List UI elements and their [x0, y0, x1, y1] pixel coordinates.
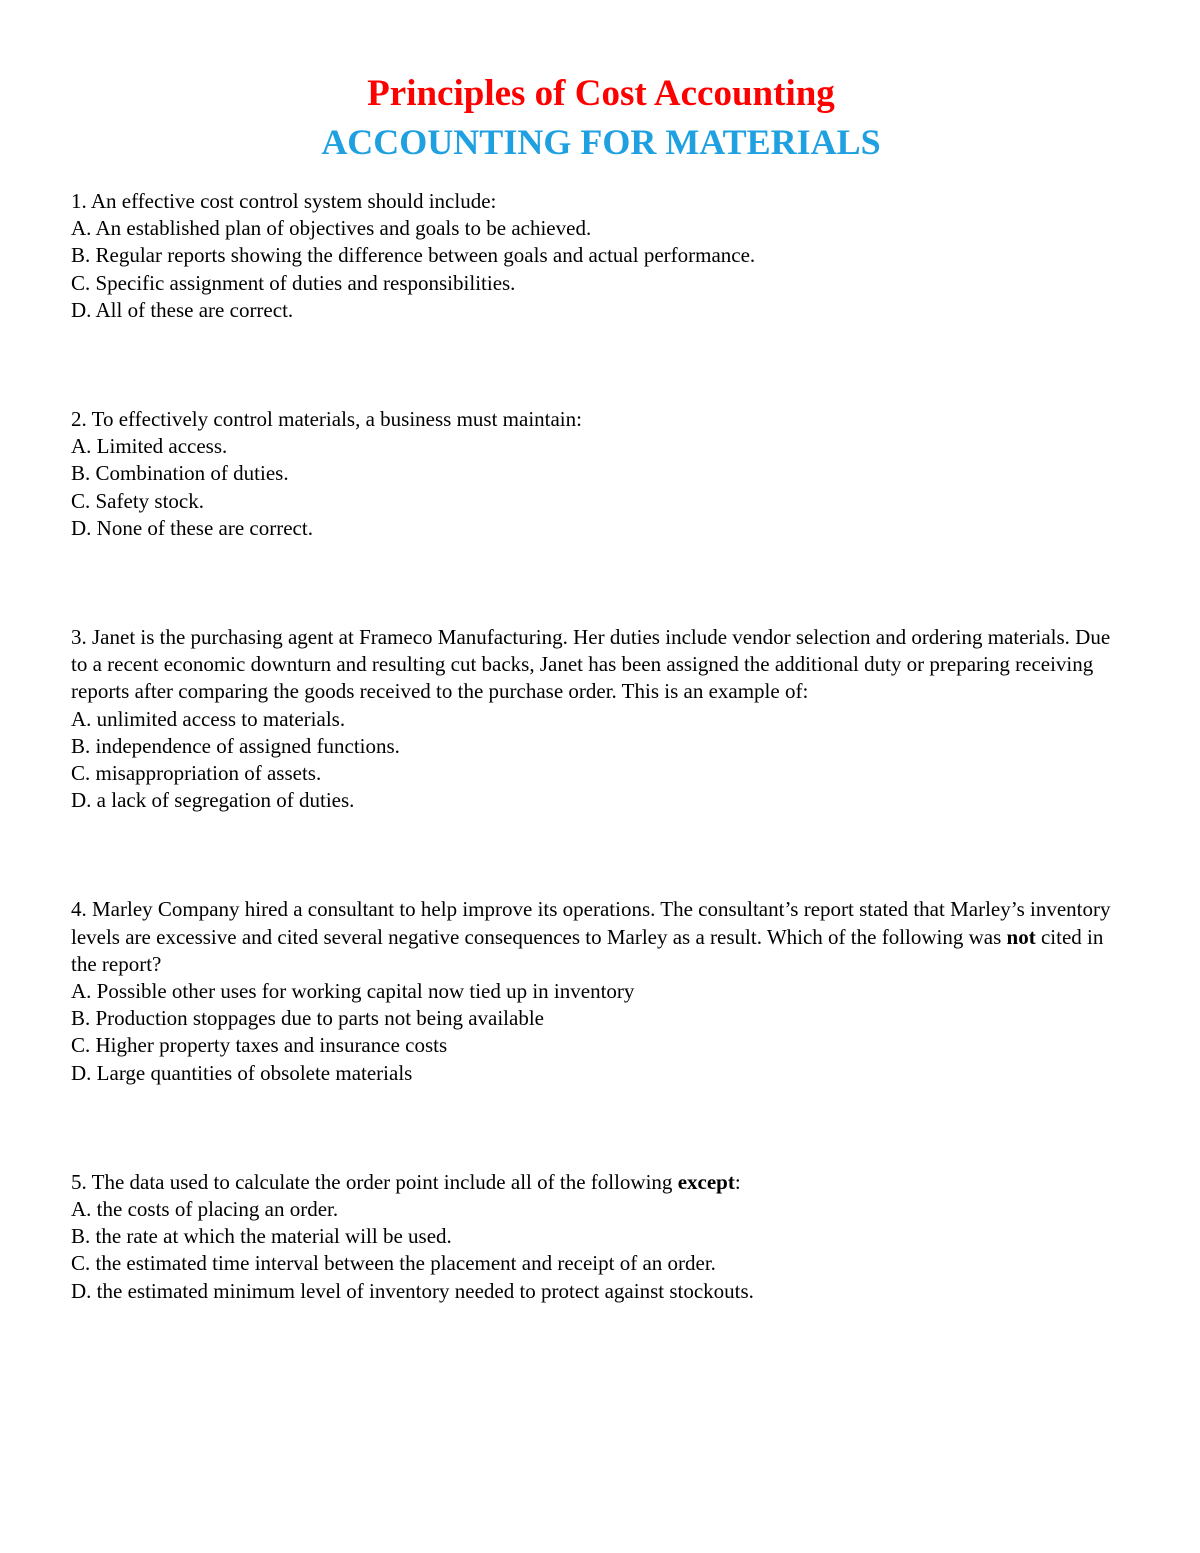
question-stem — [71, 1169, 1131, 1196]
question-stem: 2. To effectively control materials, a business must maintain: — [71, 407, 582, 432]
answer-option-a: A. the costs of placing an order. — [71, 1197, 339, 1222]
question-4 — [71, 896, 1131, 1086]
question-stem: 3. Janet is the purchasing agent at Frameco Manufacturing. Her duties include vendor selection and ordering materials. Due to a recent economic downturn and resulting cut backs, Janet has been assigned the additional duty or preparing receiving reports after comparing the goods received to the purchase order. This is an example of: — [71, 625, 1111, 704]
answer-option-d: D. a lack of segregation of duties. — [71, 788, 355, 813]
stem-text-end: : — [734, 1169, 741, 1194]
stem-emphasis: except — [677, 1169, 735, 1194]
stem-text-end: cited in the report? — [71, 924, 1104, 976]
answer-option-d: D. the estimated minimum level of inventory needed to protect against stockouts. — [71, 1278, 754, 1303]
answer-option-b: B. Combination of duties. — [71, 461, 289, 486]
answer-option-b: B. independence of assigned functions. — [71, 733, 400, 758]
answer-option-b: B. the rate at which the material will be used. — [71, 1224, 452, 1249]
document-title: Principles of Cost Accounting — [367, 73, 835, 114]
answer-option-a: A. Possible other uses for working capital now tied up in inventory — [71, 979, 635, 1004]
answer-option-b: B. Production stoppages due to parts not being available — [71, 1006, 544, 1031]
answer-option-d: D. All of these are correct. — [71, 297, 294, 322]
question-stem: 1. An effective cost control system should include: — [71, 189, 497, 213]
answer-option-a: A. Limited access. — [71, 434, 228, 459]
stem-text-start: 4. Marley Company hired a consultant to help improve its operations. The consultant’s report stated that Marley’s inventory levels are excessive and cited several negative consequences to Marley as a result. Which of the following was — [71, 897, 1111, 949]
question-2 — [71, 406, 1131, 542]
answer-option-d: D. None of these are correct. — [71, 515, 313, 540]
answer-option-c: C. Specific assignment of duties and responsibilities. — [71, 270, 516, 295]
answer-option-b: B. Regular reports showing the difference between goals and actual performance. — [71, 243, 756, 268]
question-1 — [71, 188, 1131, 324]
answer-option-c: C. Safety stock. — [71, 488, 204, 513]
question-3 — [71, 624, 1131, 814]
question-5 — [71, 1169, 1131, 1305]
document-subtitle: ACCOUNTING FOR MATERIALS — [321, 122, 881, 162]
answer-option-c: C. Higher property taxes and insurance costs — [71, 1033, 448, 1058]
document-page — [71, 70, 1131, 1305]
stem-text-start: 5. The data used to calculate the order point include all of the following — [71, 1169, 678, 1194]
answer-option-a: A. An established plan of objectives and goals to be achieved. — [71, 216, 592, 241]
stem-emphasis: not — [1006, 924, 1036, 949]
answer-option-c: C. the estimated time interval between the placement and receipt of an order. — [71, 1251, 716, 1276]
answer-option-c: C. misappropriation of assets. — [71, 761, 322, 786]
answer-option-d: D. Large quantities of obsolete materials — [71, 1060, 413, 1085]
question-stem — [71, 896, 1131, 978]
answer-option-a: A. unlimited access to materials. — [71, 706, 346, 731]
